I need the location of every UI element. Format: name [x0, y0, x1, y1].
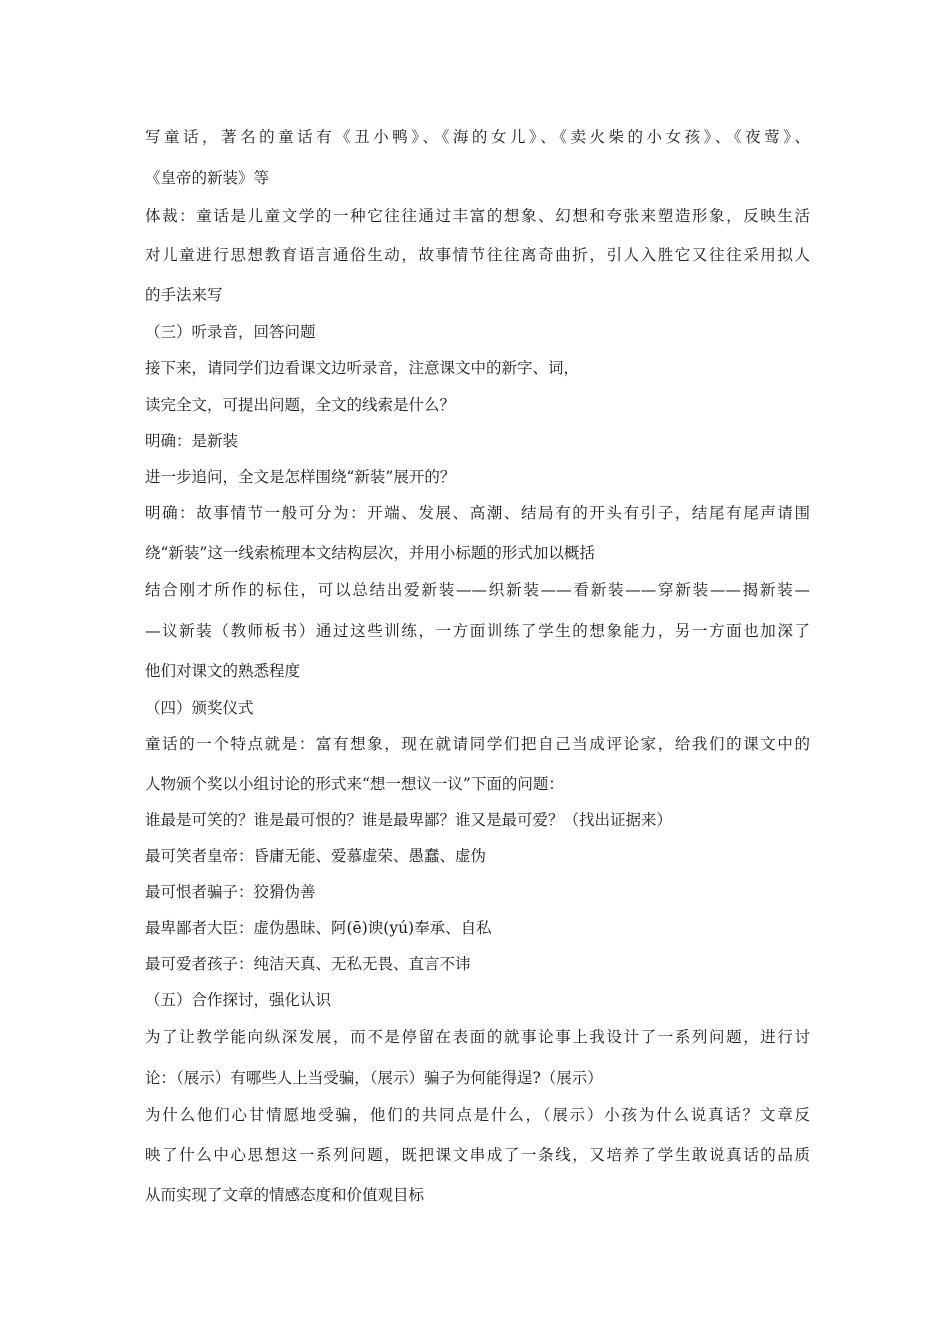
text-line: 明确：故事情节一般可分为：开端、发展、高潮、结局有的开头有引子，结尾有尾声请围	[145, 504, 810, 522]
text-line: 接下来，请同学们边看课文边听录音，注意课文中的新字、词，	[145, 359, 580, 377]
section-heading: （四）颁奖仪式	[145, 699, 254, 717]
section-heading: （三）听录音，回答问题	[145, 323, 316, 341]
section-heading: （五）合作探讨，强化认识	[145, 991, 332, 1009]
text-line: 进一步追问，全文是怎样围绕“新装”展开的？	[145, 468, 456, 486]
text-line: 从而实现了文章的情感态度和价值观目标	[145, 1186, 425, 1204]
text-line: 童话的一个特点就是：富有想象，现在就请同学们把自己当成评论家，给我们的课文中的	[145, 735, 810, 753]
text-line: 为什么他们心甘情愿地受骗，他们的共同点是什么，（展示）小孩为什么说真话？文章反	[145, 1106, 810, 1124]
text-line: 明确：是新装	[145, 432, 239, 450]
text-line: 写童话，著名的童话有《丑小鸭》、《海的女儿》、《卖火柴的小女孩》、《夜莺》、	[145, 128, 810, 146]
text-line: 映了什么中心思想这一系列问题，既把课文串成了一条线，又培养了学生敢说真话的品质	[145, 1146, 810, 1164]
text-line: —议新装（教师板书）通过这些训练，一方面训练了学生的想象能力，另一方面也加深了	[145, 622, 810, 640]
text-line: 人物颁个奖以小组讨论的形式来“想一想议一议”下面的问题：	[145, 775, 564, 793]
text-line: 他们对课文的熟悉程度	[145, 662, 301, 680]
text-line: 绕“新装”这一线索梳理本文结构层次，并用小标题的形式加以概括	[145, 544, 595, 562]
text-line: 为了让教学能向纵深发展，而不是停留在表面的就事论事上我设计了一系列问题，进行讨	[145, 1028, 810, 1046]
text-line: 体裁：童话是儿童文学的一种它往往通过丰富的想象、幻想和夸张来塑造形象，反映生活	[145, 207, 810, 225]
text-line: 读完全文，可提出问题，全文的线索是什么？	[145, 396, 456, 414]
text-line: 最卑鄙者大臣：虚伪愚昧、阿(ē)谀(yú)奉承、自私	[145, 919, 492, 937]
text-line: 最可恨者骗子：狡猾伪善	[145, 883, 316, 901]
text-line: 的手法来写	[145, 286, 223, 304]
text-line: 谁最是可笑的？谁是最可恨的？谁是最卑鄙？谁又是最可爱？（找出证据来）	[145, 811, 673, 829]
text-line: 对儿童进行思想教育语言通俗生动，故事情节往往离奇曲折，引人入胜它又往往采用拟人	[145, 246, 810, 264]
text-line: 论：（展示）有哪些人上当受骗，（展示）骗子为何能得逞?（展示）	[145, 1069, 603, 1087]
text-line: 结合刚才所作的标住，可以总结出爱新装——织新装——看新装——穿新装——揭新装—	[145, 581, 810, 599]
text-line: 最可爱者孩子：纯洁天真、无私无畏、直言不讳	[145, 955, 471, 973]
text-line: 《皇帝的新装》等	[145, 169, 270, 187]
text-line: 最可笑者皇帝：昏庸无能、爱慕虚荣、愚蠢、虚伪	[145, 847, 487, 865]
